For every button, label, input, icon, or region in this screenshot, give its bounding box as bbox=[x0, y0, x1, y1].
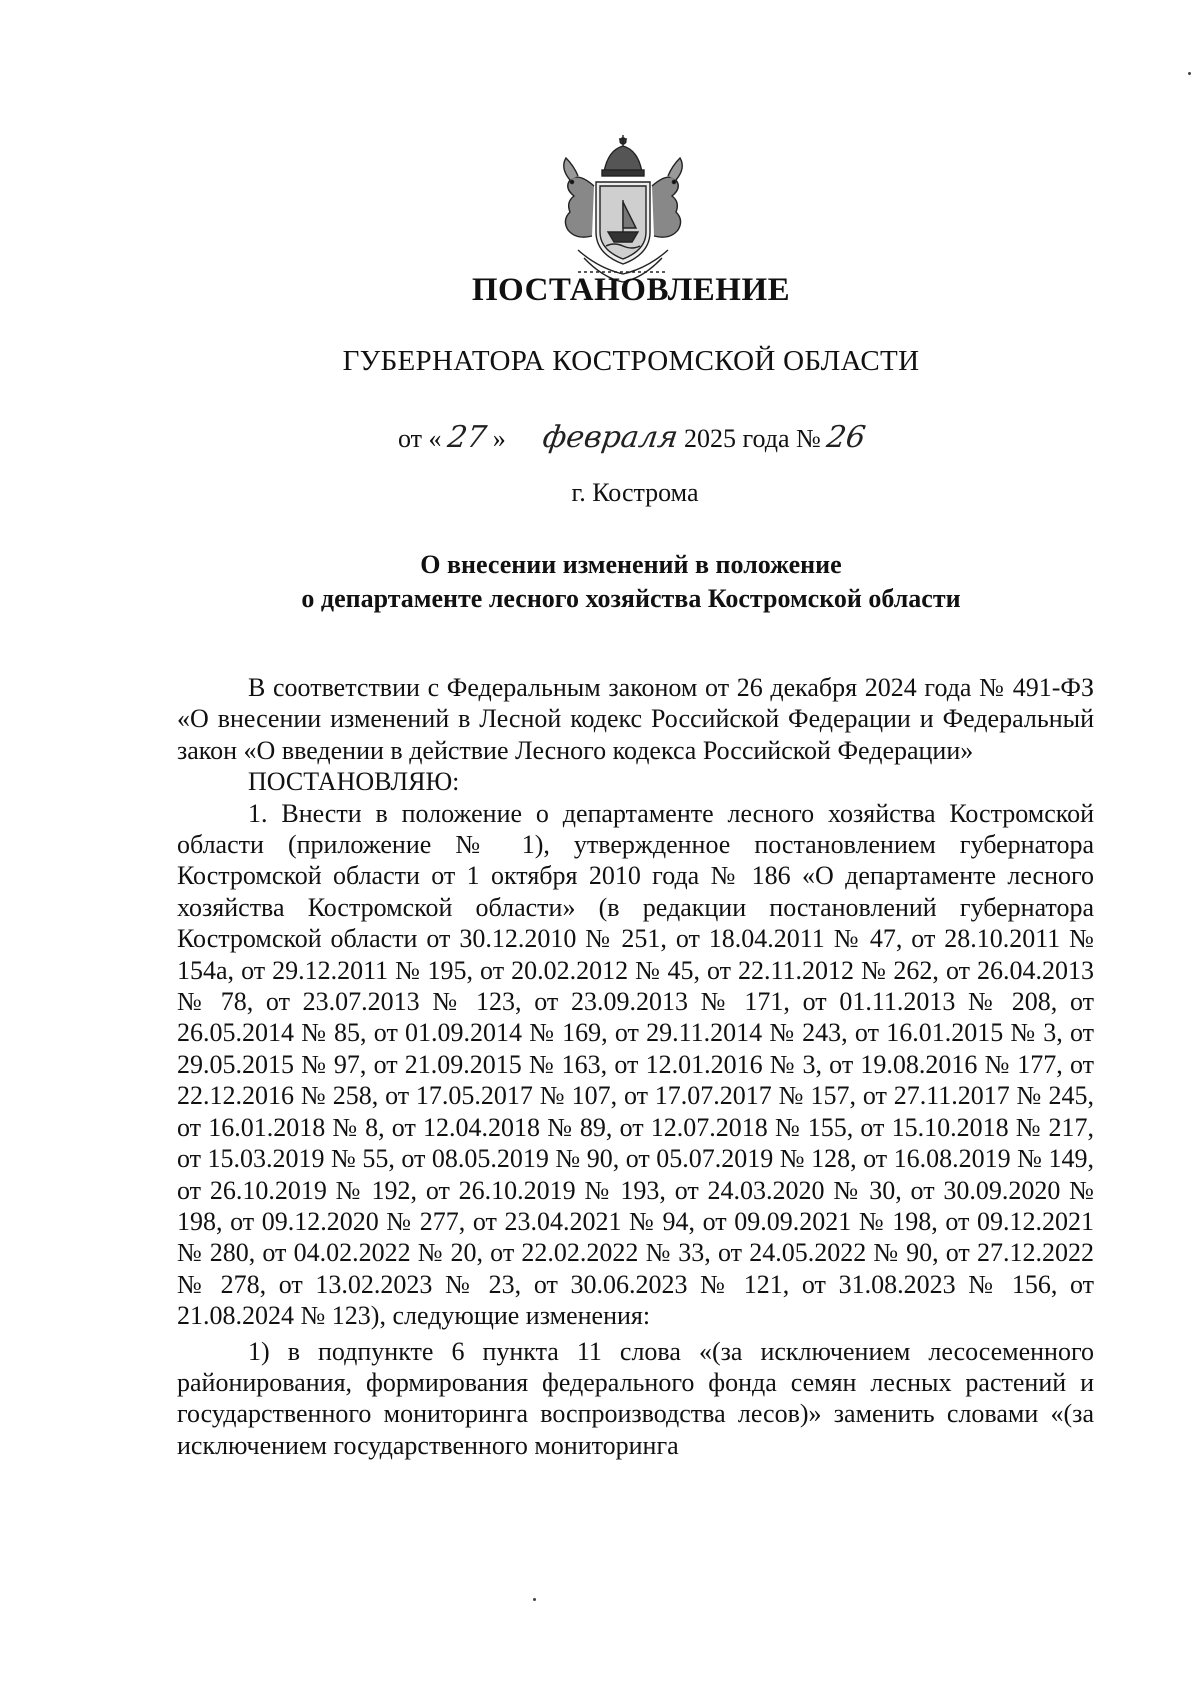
decree-word: ПОСТАНОВЛЯЮ: bbox=[248, 767, 460, 797]
clause-1-paragraph: 1. Внести в положение о департаменте лесного хозяйства Костромской области (приложение № 1), утвержденное постановлением губернатора Костромской области от 1 октября 2010 года № 186 «О департаменте лесного хозяйства Костромской области» (в редакции постановлений губернатора Костромской области от 30.12.2010 № 251, от 18.04.2011 № 47, от 28.10.2011 № 154а, от 29.12.2011 № 195, от 20.02.2012 № 45, от 22.11.2012 № 262, от 26.04.2013 № 78, от 23.07.2013 № 123, от 23.09.2013 № 171, от 01.11.2013 № 208, от 26.05.2014 № 85, от 01.09.2014 № 169, от 29.11.2014 № 243, от 16.01.2015 № 3, от 29.05.2015 № 97, от 21.09.2015 № 163, от 12.01.2016 № 3, от 19.08.2016 № 177, от 22.12.2016 № 258, от 17.05.2017 № 107, от 17.07.2017 № 157, от 27.11.2017 № 245, от 16.01.2018 № 8, от 12.04.2018 № 89, от 12.07.2018 № 155, от 15.10.2018 № 217, от 15.03.2019 № 55, от 08.05.2019 № 90, от 05.07.2019 № 128, от 16.08.2019 № 149, от 26.10.2019 № 192, от 26.10.2019 № 193, от 24.03.2020 № 30, от 30.09.2020 № 198, от 09.12.2020 № 277, от 23.04.2021 № 94, от 09.09.2021 № 198, от 09.12.2021 № 280, от 04.02.2022 № 20, от 22.02.2022 № 33, от 24.05.2022 № 90, от 27.12.2022 № 278, от 13.02.2023 № 23, от 30.06.2023 № 121, от 31.08.2023 № 156, от 21.08.2024 № 123), следующие изменения: bbox=[177, 798, 1094, 1331]
handwritten-number: 26 bbox=[824, 420, 868, 455]
preamble-paragraph: В соответствии с Федеральным законом от 26 декабря 2024 года № 491-ФЗ «О внесении изменений в Лесной кодекс Российской Федерации и Федеральный закон «О введении в действие Лесного кодекса Российской Федерации» bbox=[177, 673, 1094, 765]
document-title: ПОСТАНОВЛЕНИЕ bbox=[471, 272, 791, 308]
scan-speck bbox=[1188, 72, 1191, 75]
date-day-close: » bbox=[492, 424, 506, 453]
scan-speck bbox=[533, 1598, 536, 1601]
handwritten-month: февраля bbox=[540, 420, 680, 455]
coat-of-arms-emblem bbox=[548, 132, 698, 284]
document-heading bbox=[0, 548, 1200, 616]
issuer-subtitle: ГУБЕРНАТОРА КОСТРОМСКОЙ ОБЛАСТИ bbox=[342, 345, 920, 377]
date-year-text: 2025 года № bbox=[683, 424, 821, 453]
heading-line-1: О внесении изменений в положение bbox=[420, 550, 842, 579]
date-line bbox=[398, 420, 866, 460]
handwritten-day: 27 bbox=[445, 420, 489, 455]
city-line: г. Кострома bbox=[571, 478, 699, 507]
subclause-1-paragraph: 1) в подпункте 6 пункта 11 слова «(за исключением лесосеменного районирования, формирования федерального фонда семян лесных растений и государственного мониторинга воспроизводства лесов)» заменить словами «(за исключением государственного мониторинга bbox=[177, 1336, 1094, 1460]
document-body bbox=[177, 672, 1094, 1461]
date-prefix: от « bbox=[398, 424, 442, 453]
heading-line-2: о департаменте лесного хозяйства Костромской области bbox=[301, 584, 961, 613]
